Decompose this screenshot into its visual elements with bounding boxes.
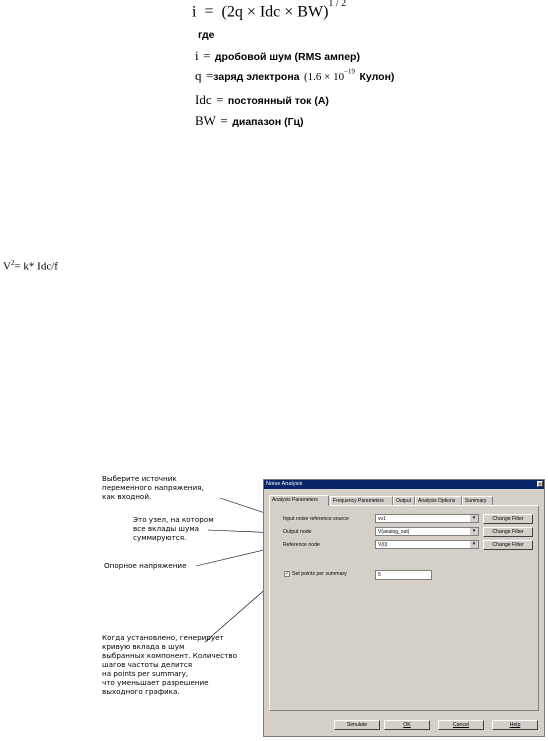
def-eq: = [203, 48, 211, 63]
def-eq: = [220, 113, 228, 128]
close-button[interactable]: × [538, 482, 542, 488]
change-filter-button-1[interactable]: Change Filter [483, 514, 533, 524]
input-source-label: Input noise reference source [283, 516, 349, 522]
points-per-summary-label: Set points per summary [292, 571, 347, 577]
def-unit: Кулон) [359, 71, 395, 83]
annotation-line: выбранных компонент. Количество [102, 651, 237, 660]
def-eq: = [205, 68, 214, 83]
dialog-titlebar [264, 480, 544, 489]
annotation-line: Это узел, на котором [133, 515, 214, 524]
change-filter-button-2[interactable]: Change Filter [483, 527, 533, 537]
annotation-line: на points per summary, [102, 669, 189, 678]
annotation-line: переменного напряжения, [102, 483, 204, 492]
analysis-parameters-panel [269, 505, 539, 711]
def-symbol: Idc [195, 92, 212, 107]
def-symbol: i [195, 48, 199, 63]
def-extra: (1.6 × 10 [303, 71, 345, 83]
points-per-summary-checkbox[interactable]: ✓ [285, 571, 290, 577]
combo-value: V(0) [378, 542, 388, 548]
def-eq: = [216, 92, 224, 107]
output-node-label: Output node [283, 529, 312, 535]
help-button[interactable]: Help [492, 720, 538, 730]
annotation-line: Опорное напряжение [104, 561, 187, 570]
combo-value: vv1 [378, 516, 386, 522]
tab-frequency-parameters[interactable]: Frequency Parameters [330, 496, 393, 505]
ok-button[interactable]: OK [384, 720, 430, 730]
annotation-line: шагов частоты делится [102, 660, 193, 669]
noise-analysis-dialog [263, 479, 545, 737]
annotation-line: все вклады шума [133, 524, 200, 533]
def-text: заряд электрона [213, 71, 300, 83]
def-symbol: BW [195, 113, 216, 128]
def-text: дробовой шум (RMS ампер) [214, 51, 360, 63]
change-filter-button-3[interactable]: Change Filter [483, 540, 533, 550]
tab-analysis-options[interactable]: Analysis Options [415, 496, 462, 505]
where-label: где [198, 29, 215, 41]
annotation-line: выходного графика. [102, 687, 180, 696]
reference-node-select[interactable] [375, 540, 479, 549]
tab-summary[interactable]: Summary [462, 496, 493, 505]
formula-lhs: i [192, 3, 197, 21]
points-per-summary-input[interactable]: 5 [375, 570, 432, 580]
combo-value: V(analog_out) [378, 529, 410, 535]
tab-output[interactable]: Output [393, 496, 415, 505]
flicker-sup: 2 [10, 259, 15, 267]
def-symbol: q [195, 68, 202, 83]
flicker-v: V [3, 260, 11, 273]
def-text: диапазон (Гц) [232, 116, 304, 128]
annotation-line: что уменьшает разрешение [102, 678, 209, 687]
tab-analysis-parameters[interactable]: Analysis Parameters [269, 495, 329, 506]
flicker-rest: = k* Idc/f [14, 260, 58, 273]
formula-eq: = [204, 3, 214, 21]
annotation-line: суммируются. [133, 533, 187, 542]
formula-exponent: 1 / 2 [328, 0, 347, 9]
def-text: постоянный ток (А) [227, 95, 329, 107]
chevron-down-icon[interactable]: ▾ [469, 541, 478, 548]
simulate-button[interactable]: Simulate [334, 720, 380, 730]
chevron-down-icon[interactable]: ▾ [469, 528, 478, 535]
cancel-button[interactable]: Cancel [438, 720, 484, 730]
formula-body: (2q × Idc × BW) [221, 3, 329, 21]
annotation-line: как входной. [102, 492, 152, 501]
annotation-line: Когда установлено, генерирует [102, 633, 224, 642]
reference-node-label: Reference node [283, 542, 320, 548]
annotation-line: Выберите источник [102, 474, 177, 483]
annotation-line: кривую вклада в шум [102, 642, 185, 651]
input-source-select[interactable] [375, 514, 479, 523]
output-node-select[interactable] [375, 527, 479, 536]
dialog-title: Noise Analysis [266, 481, 303, 487]
chevron-down-icon[interactable]: ▾ [469, 515, 478, 522]
def-extra-exponent: −19 [344, 67, 356, 76]
